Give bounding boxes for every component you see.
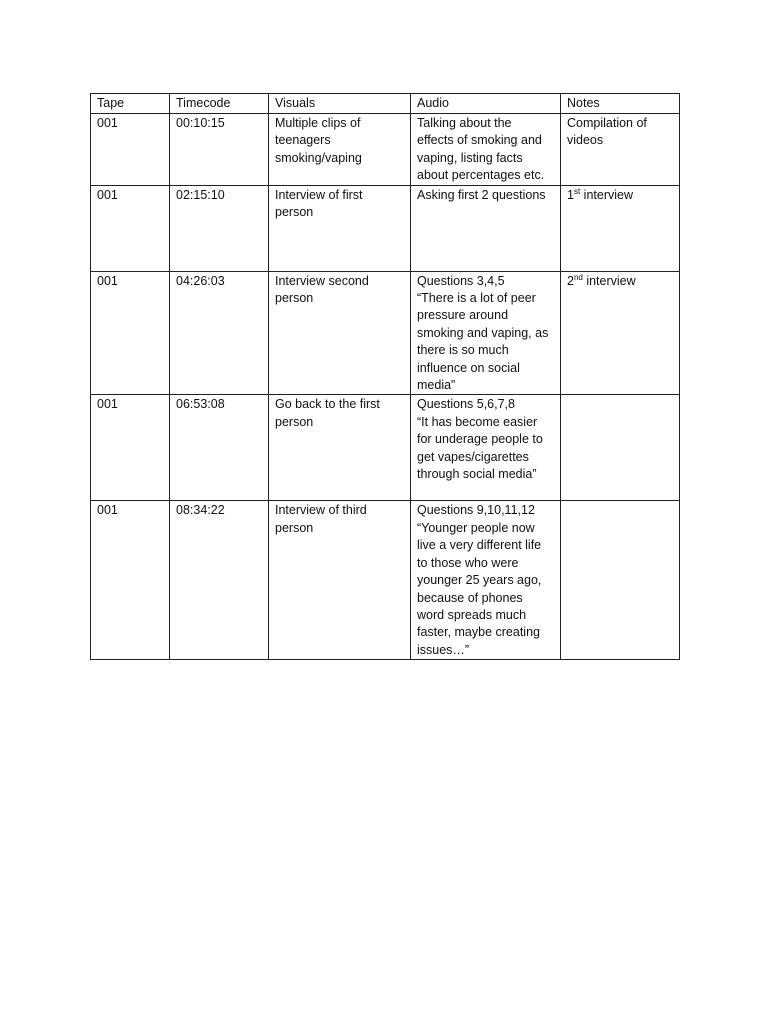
cell-notes <box>561 271 680 395</box>
cell-tape: 001 <box>91 114 170 186</box>
cell-timecode: 08:34:22 <box>170 501 269 660</box>
cell-audio: Questions 9,10,11,12 “Younger people now live a very different life to those who were younger 25 years ago, because of phones word spreads much faster, maybe creating issues…” <box>411 501 561 660</box>
header-audio: Audio <box>411 94 561 114</box>
table-row <box>91 395 680 501</box>
cell-notes <box>561 185 680 271</box>
notes-ordinal-number: 2 <box>567 273 574 288</box>
cell-visuals: Multiple clips of teenagers smoking/vaping <box>269 114 411 186</box>
cell-tape: 001 <box>91 501 170 660</box>
header-timecode: Timecode <box>170 94 269 114</box>
cell-visuals: Interview second person <box>269 271 411 395</box>
cell-timecode: 00:10:15 <box>170 114 269 186</box>
cell-notes <box>561 501 680 660</box>
notes-ordinal-suffix: nd <box>573 272 583 282</box>
notes-text: interview <box>582 273 636 288</box>
notes-ordinal-number: 1 <box>567 187 574 202</box>
production-log-table <box>90 93 680 660</box>
header-row <box>91 94 680 114</box>
header-visuals: Visuals <box>269 94 411 114</box>
cell-audio: Questions 3,4,5 “There is a lot of peer pressure around smoking and vaping, as there is so much influence on social media” <box>411 271 561 395</box>
cell-notes: Compilation of videos <box>561 114 680 186</box>
header-notes: Notes <box>561 94 680 114</box>
cell-tape: 001 <box>91 271 170 395</box>
cell-tape: 001 <box>91 185 170 271</box>
cell-timecode: 02:15:10 <box>170 185 269 271</box>
cell-visuals: Interview of third person <box>269 501 411 660</box>
cell-timecode: 04:26:03 <box>170 271 269 395</box>
notes-text: interview <box>580 187 633 202</box>
cell-notes <box>561 395 680 501</box>
cell-timecode: 06:53:08 <box>170 395 269 501</box>
cell-visuals: Interview of first person <box>269 185 411 271</box>
table-row <box>91 271 680 395</box>
cell-audio: Questions 5,6,7,8 “It has become easier for underage people to get vapes/cigarettes through social media” <box>411 395 561 501</box>
cell-audio: Asking first 2 questions <box>411 185 561 271</box>
notes-ordinal-suffix: st <box>573 186 581 196</box>
cell-audio: Talking about the effects of smoking and vaping, listing facts about percentages etc. <box>411 114 561 186</box>
header-tape: Tape <box>91 94 170 114</box>
table-row <box>91 114 680 186</box>
cell-visuals: Go back to the first person <box>269 395 411 501</box>
table-row <box>91 501 680 660</box>
table-row <box>91 185 680 271</box>
cell-tape: 001 <box>91 395 170 501</box>
